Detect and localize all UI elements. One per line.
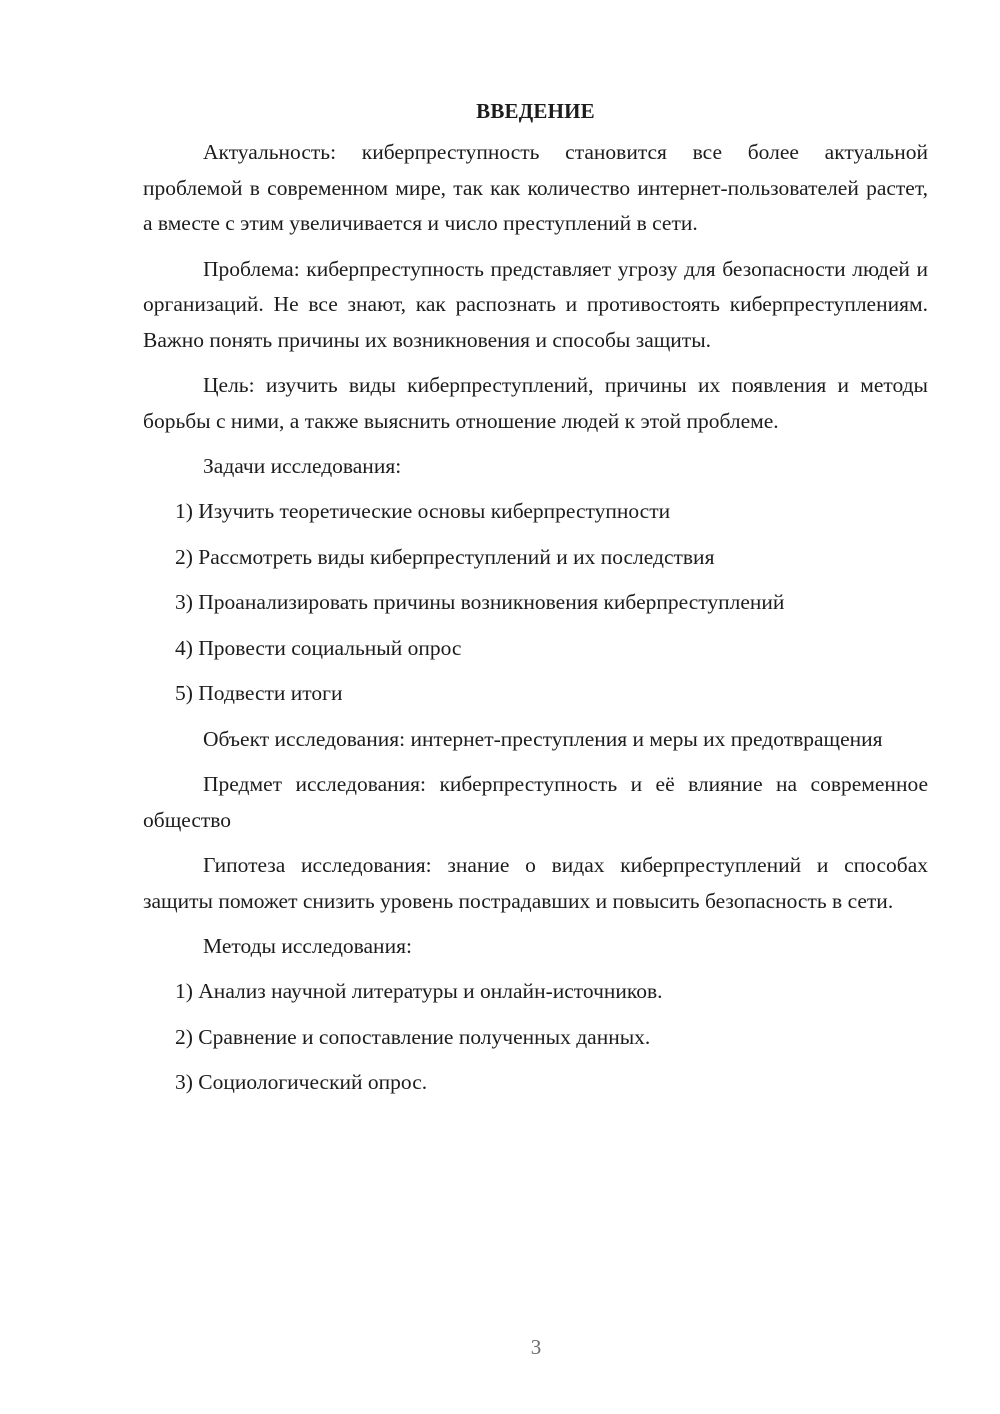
- list-item: 1) Анализ научной литературы и онлайн-источников.: [175, 979, 663, 1003]
- list-item: 3) Проанализировать причины возникновения киберпреступлений: [175, 590, 785, 614]
- list-item: 1) Изучить теоретические основы киберпреступности: [175, 499, 671, 523]
- section-title: ВВЕДЕНИЕ: [476, 99, 595, 123]
- tasks-heading: Задачи исследования:: [203, 454, 402, 478]
- problem-paragraph: Проблема: киберпреступность представляет угрозу для безопасности людей и организаций. Не все знают, как распознать и противостоять киберпреступлениям. Важно понять причины их возникновения и способы защиты.: [143, 256, 928, 352]
- methods-heading: Методы исследования:: [203, 934, 412, 958]
- list-item: 2) Сравнение и сопоставление полученных данных.: [175, 1024, 651, 1049]
- goal-paragraph: Цель: изучить виды киберпреступлений, причины их появления и методы борьбы с ними, а также выяснить отношение людей к этой проблеме.: [143, 373, 928, 433]
- list-item: 3) Социологический опрос.: [175, 1070, 428, 1094]
- relevance-paragraph: Актуальность: киберпреступность становится все более актуальной проблемой в современном мире, так как количество интернет-пользователей растет, а вместе с этим увеличивается и число преступлений в сети.: [143, 140, 928, 235]
- list-item: 5) Подвести итоги: [175, 681, 343, 705]
- list-item: 4) Провести социальный опрос: [175, 635, 462, 660]
- list-item: 2) Рассмотреть виды киберпреступлений и их последствия: [175, 544, 715, 569]
- subject-paragraph: Предмет исследования: киберпреступность и её влияние на современное общество: [143, 772, 928, 832]
- tasks-list: [143, 494, 928, 711]
- object-paragraph: Объект исследования: интернет-преступления и меры их предотвращения: [203, 726, 883, 751]
- methods-list: [143, 974, 928, 1100]
- page-number: 3: [530, 1335, 542, 1359]
- hypothesis-paragraph: Гипотеза исследования: знание о видах киберпреступлений и способах защиты поможет снизить уровень пострадавших и повысить безопасность в сети.: [143, 853, 928, 913]
- document-body: [143, 96, 928, 1111]
